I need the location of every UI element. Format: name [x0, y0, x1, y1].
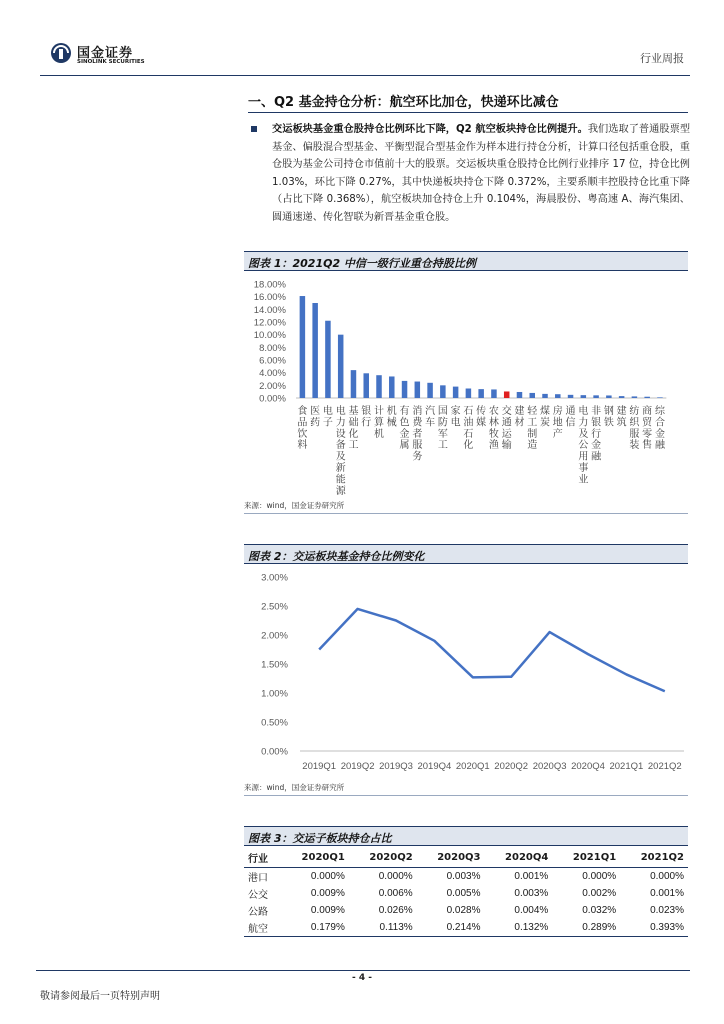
x-category-label: 汽车: [425, 406, 436, 429]
table-row: [244, 902, 688, 919]
subsector-holding-table: [244, 848, 688, 937]
section-divider: [248, 112, 688, 113]
bar: [529, 393, 535, 398]
page-header: [40, 36, 690, 76]
x-category-label: 建材: [514, 406, 525, 429]
bar: [312, 303, 318, 398]
table-cell-value: 0.023%: [650, 905, 684, 916]
bar: [376, 375, 382, 398]
y-tick-label: 3.00%: [261, 572, 288, 584]
figure2-source: 来源：wind，国金证券研究所: [244, 783, 345, 792]
transport-holding-line-chart: [244, 565, 688, 777]
table-row: [244, 868, 688, 886]
series-line: [319, 609, 665, 691]
table-cell-sector: 航空: [244, 919, 281, 937]
x-category-label: 轻工制造: [527, 406, 538, 452]
figure2-chart: [244, 565, 688, 777]
x-category-label: 基础化工: [348, 406, 359, 452]
x-category-label: 电力设备及新能源: [335, 406, 346, 497]
table-cell-value: 0.003%: [446, 871, 481, 882]
y-tick-label: 0.50%: [261, 717, 288, 729]
x-tick-label: 2020Q3: [532, 761, 567, 772]
x-category-label: 电子: [322, 406, 333, 429]
y-tick-label: 1.50%: [261, 659, 288, 671]
x-category-label: 消费者服务: [412, 406, 423, 463]
bar: [415, 382, 421, 398]
figure2-title: 图表 2：交运板块基金持仓比例变化: [244, 544, 688, 564]
y-tick-label: 12.00%: [253, 317, 286, 329]
table-cell-sector: 港口: [248, 873, 268, 884]
table-cell-sector: 公路: [248, 907, 268, 918]
table-header-quarter: 2021Q2: [620, 848, 688, 868]
table-cell-value: 0.214%: [417, 919, 485, 937]
x-category-label: 传媒: [476, 406, 487, 429]
x-category-label: 建筑: [616, 406, 627, 429]
y-tick-label: 2.00%: [259, 380, 286, 392]
y-tick-label: 0.00%: [259, 393, 286, 405]
square-bullet-icon: [251, 126, 257, 132]
table-cell-value: 0.005%: [446, 888, 481, 899]
bar: [619, 396, 625, 398]
table-row: [244, 885, 688, 902]
x-category-label: 医药: [310, 406, 321, 429]
x-category-label: 机械: [386, 406, 397, 429]
x-tick-label: 2020Q1: [455, 761, 490, 772]
table-cell-value: 0.032%: [582, 905, 617, 916]
x-tick-label: 2019Q4: [417, 761, 452, 772]
table-header-sector: 行业: [244, 848, 281, 868]
x-tick-label: 2020Q4: [571, 761, 605, 772]
y-tick-label: 6.00%: [259, 355, 286, 367]
bar: [644, 397, 650, 398]
x-category-label: 房地产: [552, 406, 563, 440]
table-header-row: [244, 848, 688, 868]
x-tick-label: 2020Q2: [494, 761, 529, 772]
x-category-label: 通信: [565, 406, 576, 429]
table-header-quarter: 2021Q1: [552, 848, 620, 868]
table-cell-value: 0.289%: [552, 919, 620, 937]
table-header-quarter: 2020Q3: [417, 848, 485, 868]
bar: [402, 381, 408, 398]
table-cell-value: 0.000%: [310, 871, 345, 882]
x-category-label: 纺织服装: [629, 406, 640, 452]
x-category-label: 煤炭: [540, 406, 551, 429]
bar: [338, 335, 344, 398]
x-tick-label: 2019Q3: [379, 761, 413, 772]
bar: [606, 395, 612, 398]
x-category-label: 银行: [361, 406, 372, 429]
section-title: 一、Q2 基金持仓分析：航空环比加仓，快递环比减仓: [248, 95, 559, 110]
bar: [427, 383, 433, 398]
y-tick-label: 16.00%: [253, 292, 286, 304]
summary-paragraph: [272, 121, 690, 227]
bar: [491, 389, 497, 398]
logo-en-text: SINOLINK SECURITIES: [77, 59, 145, 65]
bar: [453, 387, 459, 398]
table-cell-value: 0.393%: [620, 919, 688, 937]
bar: [325, 321, 331, 398]
table-cell-value: 0.026%: [378, 905, 413, 916]
figure1-chart: [244, 272, 688, 498]
y-tick-label: 2.50%: [261, 601, 288, 613]
table-cell-value: 0.000%: [650, 871, 684, 882]
table-header-quarter: 2020Q2: [349, 848, 417, 868]
table-cell-value: 0.003%: [514, 888, 549, 899]
table-cell-value: 0.179%: [281, 919, 349, 937]
y-tick-label: 0.00%: [261, 746, 288, 758]
table-header-quarter: 2020Q1: [281, 848, 349, 868]
x-category-label: 综合金融: [654, 406, 665, 452]
table-cell-value: 0.001%: [650, 888, 684, 899]
sinolink-logo-icon: [50, 42, 72, 64]
x-category-label: 国防军工: [437, 406, 448, 452]
bar: [581, 395, 587, 398]
y-tick-label: 18.00%: [253, 279, 286, 291]
table-cell-value: 0.002%: [582, 888, 617, 899]
bar: [466, 389, 472, 399]
y-tick-label: 1.00%: [261, 688, 288, 700]
table-cell-value: 0.000%: [378, 871, 413, 882]
bar: [389, 376, 395, 398]
x-category-label: 有色金属: [399, 406, 410, 452]
sinolink-logo: [50, 40, 160, 70]
industry-holding-bar-chart: [244, 272, 688, 498]
x-category-label: 农林牧渔: [488, 406, 499, 452]
x-tick-label: 2021Q1: [609, 761, 644, 772]
x-category-label: 食品饮料: [297, 406, 308, 452]
figure3-title: 图表 3：交运子板块持仓占比: [244, 826, 688, 846]
table-row: [244, 919, 688, 937]
y-tick-label: 2.00%: [261, 630, 288, 642]
x-category-label: 非银行金融: [591, 406, 602, 463]
bar: [363, 373, 369, 398]
table-cell-value: 0.000%: [582, 871, 617, 882]
x-category-label: 交通运输: [501, 406, 512, 452]
y-tick-label: 4.00%: [259, 368, 286, 380]
table-header-quarter: 2020Q4: [485, 848, 553, 868]
table-cell-value: 0.009%: [310, 905, 345, 916]
x-tick-label: 2021Q2: [647, 761, 682, 772]
x-category-label: 石油石化: [463, 406, 474, 452]
bar: [351, 370, 357, 398]
figure1-title: 图表 1：2021Q2 中信一级行业重仓持股比例: [244, 251, 688, 271]
bar: [542, 394, 548, 398]
table-body: [244, 868, 688, 937]
x-category-label: 电力及公用事业: [578, 406, 589, 486]
report-type: 行业周报: [640, 52, 684, 65]
x-category-label: 计算机: [374, 406, 385, 440]
x-tick-label: 2019Q2: [340, 761, 375, 772]
table-cell-value: 0.132%: [485, 919, 553, 937]
bar: [517, 392, 523, 398]
bar: [657, 397, 663, 398]
footer-divider: [36, 970, 690, 971]
summary-lead: 交运板块基金重仓股持仓比例环比下降，Q2 航空板块持仓比例提升。: [272, 124, 588, 135]
table-cell-value: 0.006%: [378, 888, 413, 899]
bar: [478, 389, 484, 398]
x-category-label: 商贸零售: [642, 406, 653, 452]
table-cell-sector: 公交: [248, 890, 268, 901]
table-cell-value: 0.028%: [446, 905, 481, 916]
table-cell-value: 0.001%: [514, 871, 549, 882]
y-tick-label: 14.00%: [253, 304, 286, 316]
bar: [593, 395, 599, 398]
y-tick-label: 10.00%: [253, 330, 286, 342]
summary-body: 我们选取了普通股票型基金、偏股混合型基金、平衡型混合型基金作为样本进行持仓分析，计算口径包括重仓股，重仓股为基金公司持仓市值前十大的股票。交运板块重仓股持仓比例行业排序 17 位，持仓比例 1.03%，环比下降 0.27%，其中快递板块持仓下降 0.372%，主要系顺丰控股持仓比重下降（占比下降 0.368%），航空板块加仓持仓上升 0.104%，海晨股份、粤高速 A、海汽集团、圆通速递、传化智联为新晋基金重仓股。: [272, 124, 691, 223]
figure2-source-rule: [244, 795, 688, 796]
page-number: - 4 -: [352, 973, 372, 983]
x-tick-label: 2019Q1: [302, 761, 337, 772]
bar: [504, 391, 510, 398]
bar: [300, 296, 306, 398]
figure1-source-rule: [244, 513, 688, 514]
bar: [632, 396, 638, 398]
table-cell-value: 0.004%: [514, 905, 549, 916]
table-cell-value: 0.009%: [310, 888, 345, 899]
x-category-label: 家电: [450, 406, 461, 429]
x-category-label: 钢铁: [603, 406, 614, 429]
table-cell-value: 0.113%: [349, 919, 417, 937]
figure1-source: 来源：wind，国金证券研究所: [244, 501, 345, 510]
logo-cn-text: 国金证券: [77, 46, 134, 61]
disclaimer: 敬请参阅最后一页特别声明: [40, 991, 160, 1002]
bar: [440, 385, 446, 398]
bar: [555, 394, 561, 398]
bar: [568, 395, 574, 398]
y-tick-label: 8.00%: [259, 342, 286, 354]
